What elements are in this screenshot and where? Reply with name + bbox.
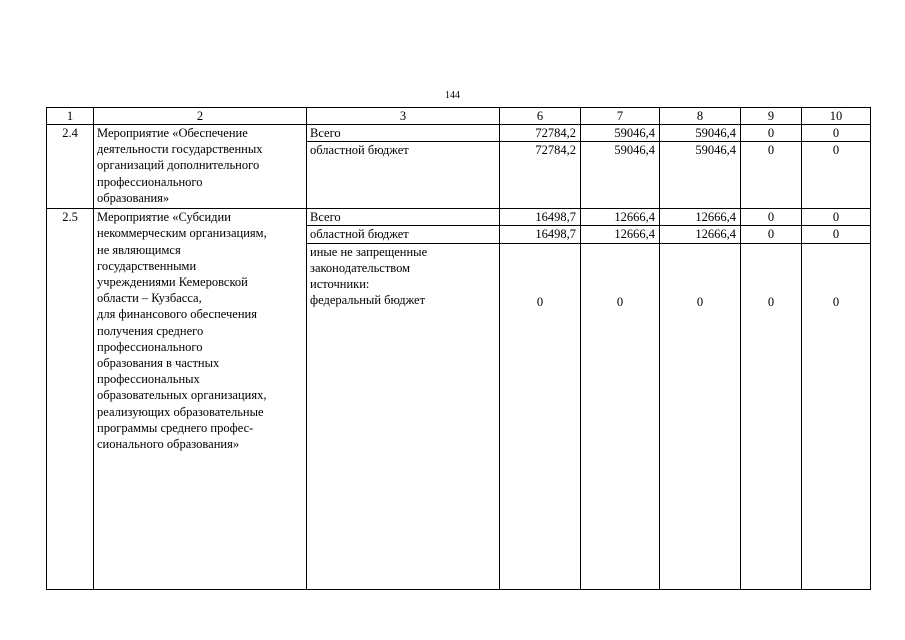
- value-cell: 59046,4: [660, 142, 741, 209]
- value-cell: 0: [741, 226, 802, 243]
- value-cell: 12666,4: [581, 226, 660, 243]
- source-label: иные не запрещенные законодательством источники: федеральный бюджет: [307, 243, 500, 589]
- column-header: 2: [94, 108, 307, 125]
- value-cell: 0: [660, 243, 741, 589]
- value-cell: 0: [802, 243, 871, 589]
- value-cell: 59046,4: [660, 125, 741, 142]
- column-header: 9: [741, 108, 802, 125]
- column-header: 8: [660, 108, 741, 125]
- value-cell: 0: [581, 243, 660, 589]
- value-cell: 12666,4: [581, 209, 660, 226]
- value-cell: 16498,7: [500, 226, 581, 243]
- column-header: 3: [307, 108, 500, 125]
- row-number: 2.4: [47, 125, 94, 209]
- value-cell: 0: [802, 226, 871, 243]
- value-cell: 72784,2: [500, 125, 581, 142]
- source-label: Всего: [307, 209, 500, 226]
- value-cell: 16498,7: [500, 209, 581, 226]
- measure-name: Мероприятие «Обеспечение деятельности государственных организаций дополнительного профессионального образования»: [94, 125, 307, 209]
- column-header: 7: [581, 108, 660, 125]
- value-cell: 12666,4: [660, 209, 741, 226]
- value-cell: 0: [741, 125, 802, 142]
- row-number: 2.5: [47, 209, 94, 589]
- column-header: 1: [47, 108, 94, 125]
- value-cell: 0: [500, 243, 581, 589]
- value-cell: 0: [802, 209, 871, 226]
- value-cell: 0: [741, 142, 802, 209]
- value-cell: 0: [741, 243, 802, 589]
- value-cell: 0: [802, 125, 871, 142]
- source-label: областной бюджет: [307, 226, 500, 243]
- value-cell: 59046,4: [581, 125, 660, 142]
- value-cell: 59046,4: [581, 142, 660, 209]
- table-row: [47, 125, 871, 142]
- page-number: 144: [445, 90, 460, 101]
- budget-table: [46, 107, 871, 590]
- value-cell: 0: [802, 142, 871, 209]
- source-label: областной бюджет: [307, 142, 500, 209]
- header-row: [47, 108, 871, 125]
- source-label: Всего: [307, 125, 500, 142]
- value-cell: 12666,4: [660, 226, 741, 243]
- measure-name: Мероприятие «Субсидии некоммерческим организациям, не являющимся государственными учреждениями Кемеровской области – Кузбасса, для финансового обеспечения получения среднего профессионального образования в частных профессиональных образовательных организациях, реализующих образовательные программы среднего профес- сионального образования»: [94, 209, 307, 589]
- column-header: 6: [500, 108, 581, 125]
- column-header: 10: [802, 108, 871, 125]
- value-cell: 0: [741, 209, 802, 226]
- value-cell: 72784,2: [500, 142, 581, 209]
- table-row: [47, 209, 871, 226]
